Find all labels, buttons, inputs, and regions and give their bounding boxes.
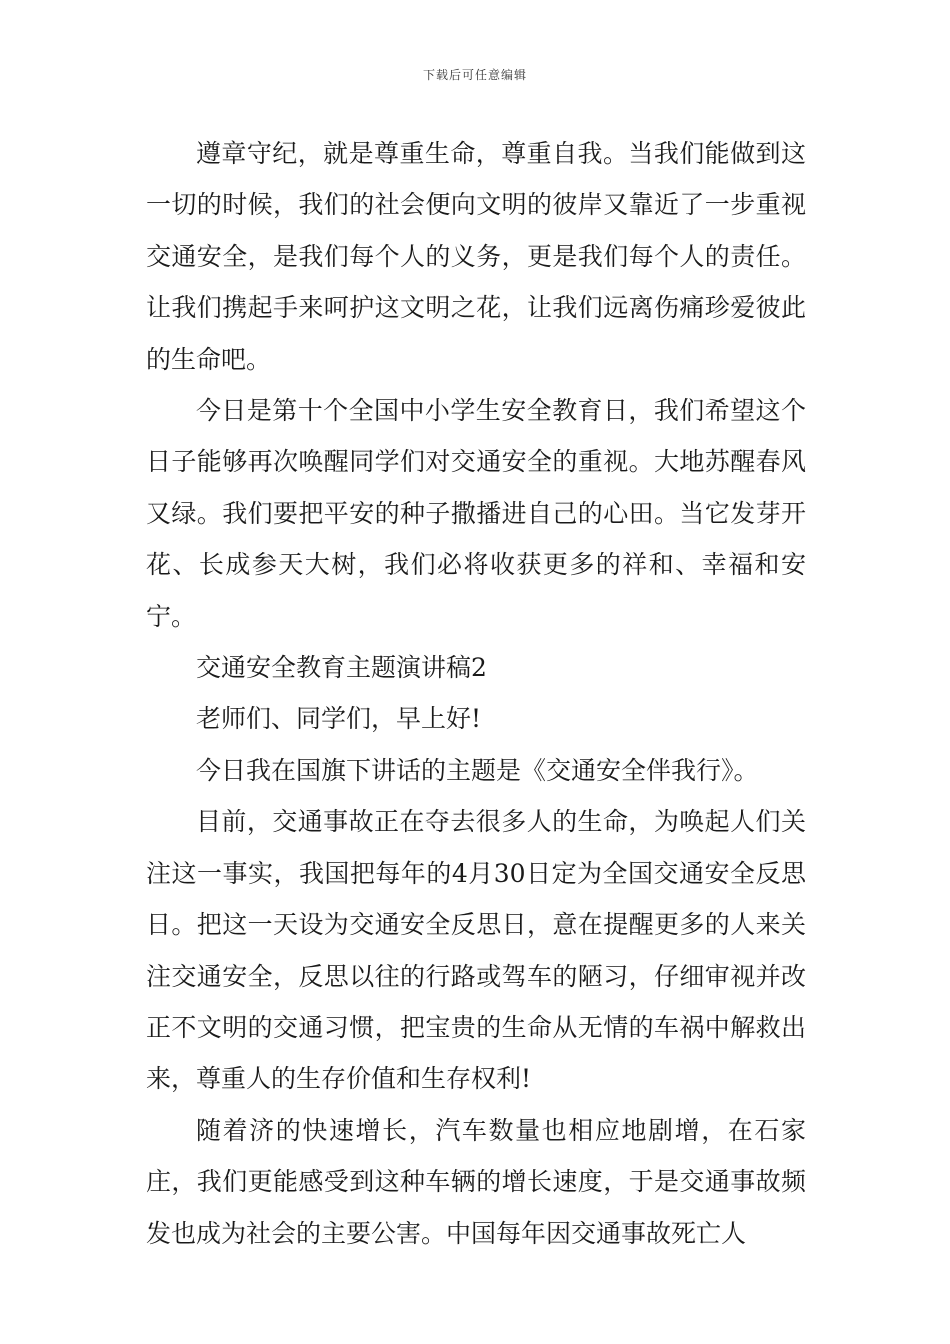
paragraph: 今日我在国旗下讲话的主题是《交通安全伴我行》。 xyxy=(196,755,759,785)
paragraph: 今日是第十个全国中小学生安全教育日，我们希望这个日子能够再次唤醒同学们对交通安全的重视。大地苏醒春风又绿。我们要把平安的种子撒播进自己的心田。当它发芽开花、长成参天大树，我们必将收获更多的祥和、幸福和安宁。 xyxy=(146,396,806,631)
paragraph: 目前，交通事故正在夺去很多人的生命，为唤起人们关注这一事实，我国把每年的4月30日定为全国交通安全反思日。把这一天设为交通安全反思日，意在提醒更多的人来关注交通安全，反思以往的行路或驾车的陋习，仔细审视并改正不文明的交通习惯，把宝贵的生命从无情的车祸中解救出来，尊重人的生存价值和生存权利! xyxy=(146,807,806,1094)
document-body xyxy=(146,128,806,1259)
paragraph: 遵章守纪，就是尊重生命，尊重自我。当我们能做到这一切的时候，我们的社会便向文明的彼岸又靠近了一步重视交通安全，是我们每个人的义务，更是我们每个人的责任。让我们携起手来呵护这文明之花，让我们远离伤痛珍爱彼此的生命吧。 xyxy=(146,139,806,374)
section-heading: 交通安全教育主题演讲稿2 xyxy=(196,653,487,683)
greeting: 老师们、同学们，早上好! xyxy=(196,704,482,734)
header-note: 下载后可任意编辑 xyxy=(422,68,527,82)
paragraph: 随着济的快速增长，汽车数量也相应地剧增，在石家庄，我们更能感受到这种车辆的增长速度，于是交通事故频发也成为社会的主要公害。中国每年因交通事故死亡人 xyxy=(146,1115,806,1248)
